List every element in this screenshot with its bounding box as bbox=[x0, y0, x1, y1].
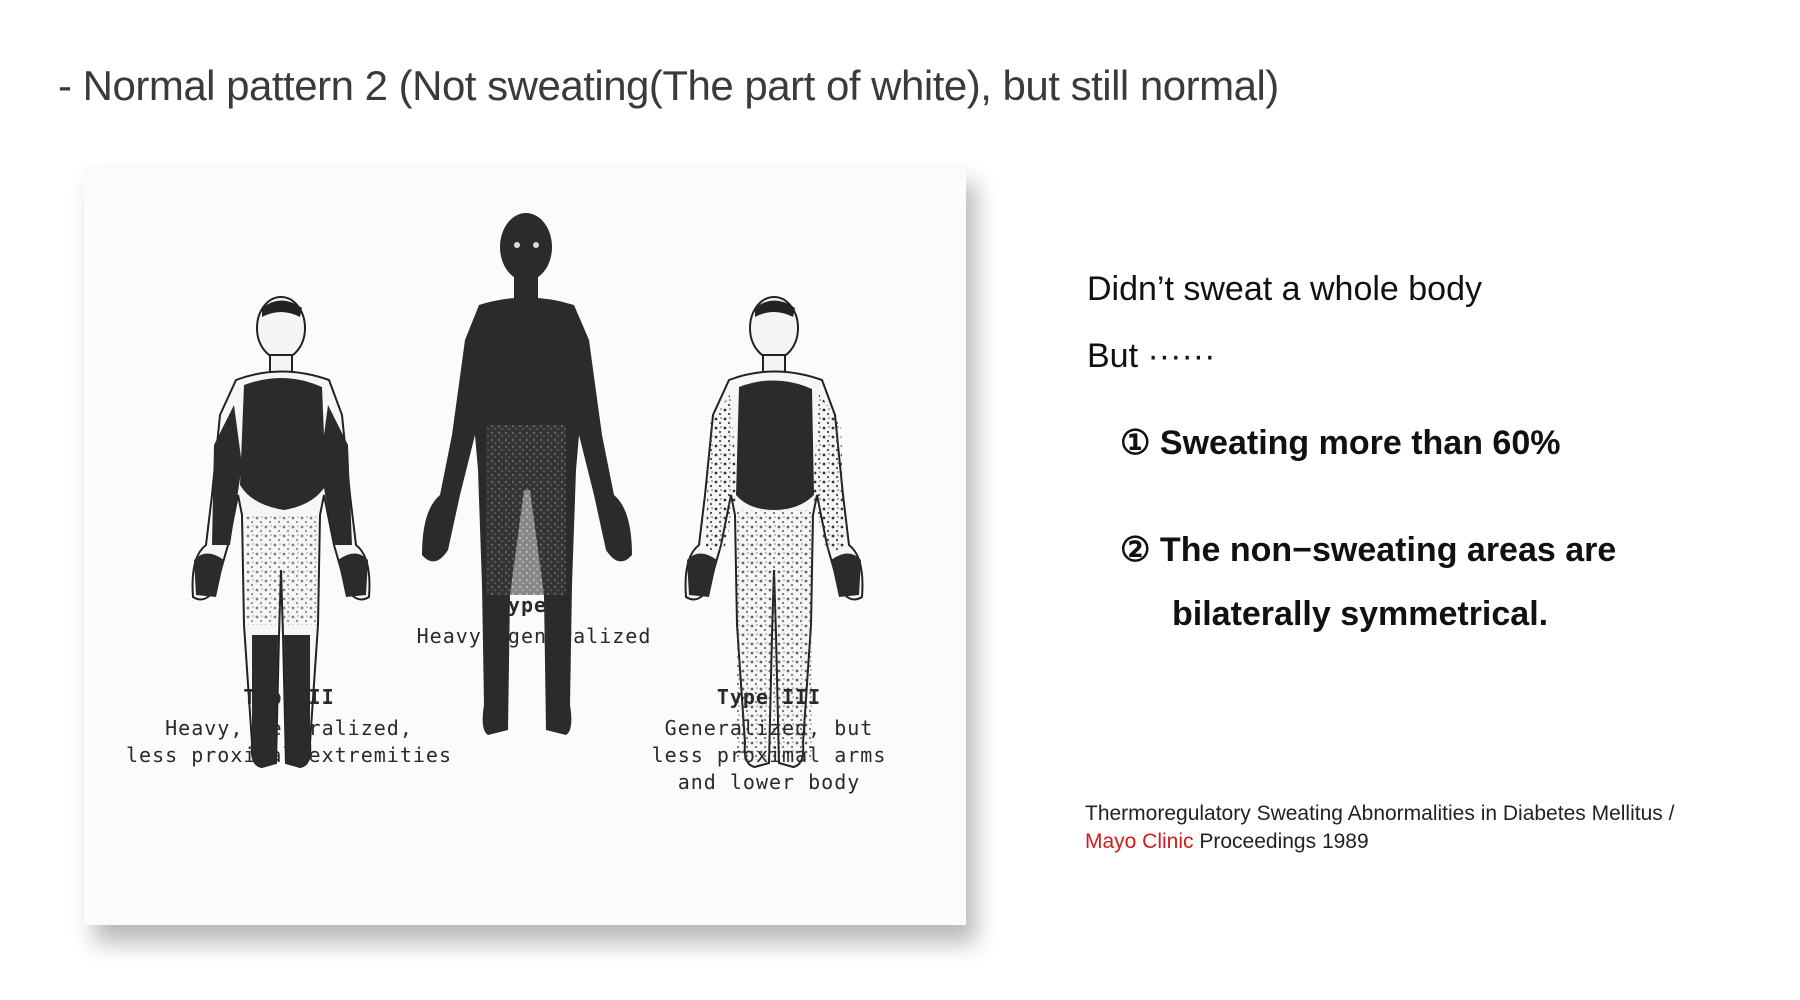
type1-caption bbox=[404, 592, 664, 650]
type3-description: Generalized, but less proximal arms and lower body bbox=[651, 716, 887, 794]
note-point-2-line-b: bilaterally symmetrical. bbox=[1172, 595, 1549, 633]
citation-source bbox=[1085, 828, 1674, 856]
note-line-2: But ······ bbox=[1087, 337, 1216, 375]
citation-rest: Proceedings 1989 bbox=[1193, 830, 1369, 853]
sweat-pattern-figure bbox=[84, 165, 966, 925]
type2-description: Heavy, generalized, less proximal extremities bbox=[125, 716, 453, 767]
note-point-2-line-a: ② The non−sweating areas are bbox=[1120, 531, 1617, 569]
type1-description: Heavy, generalized bbox=[416, 624, 652, 648]
citation-link[interactable]: Mayo Clinic bbox=[1085, 830, 1194, 853]
body-diagrams bbox=[84, 165, 966, 925]
type3-caption bbox=[624, 684, 914, 796]
note-point-1: ① Sweating more than 60% bbox=[1120, 424, 1561, 462]
type1-label: Type I bbox=[494, 593, 574, 617]
citation-title: Thermoregulatory Sweating Abnormalities in Diabetes Mellitus / bbox=[1085, 802, 1675, 825]
type2-caption bbox=[124, 684, 454, 769]
type3-label: Type III bbox=[716, 685, 822, 709]
type1-body-figure bbox=[422, 213, 632, 735]
slide-title: - Normal pattern 2 (Not sweating(The part of white), but still normal) bbox=[58, 62, 1279, 109]
note-line-1: Didn’t sweat a whole body bbox=[1087, 270, 1483, 308]
citation bbox=[1085, 800, 1674, 856]
type2-label: Type II bbox=[243, 685, 335, 709]
